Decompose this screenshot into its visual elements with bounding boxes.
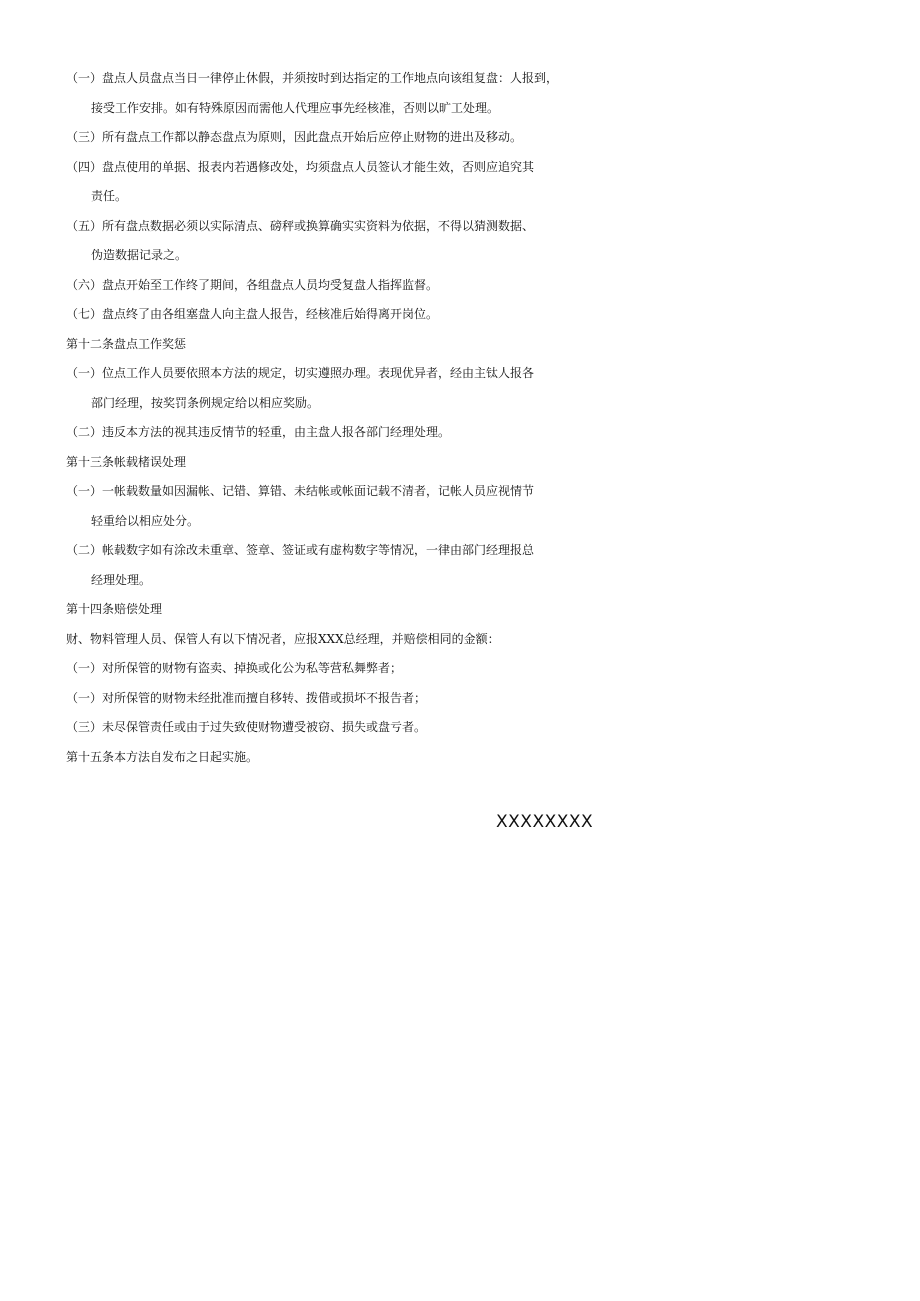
clause-continuation: 伪造数据记录之。 [91,248,188,262]
signature: XXXXXXXX [496,812,594,832]
clause-item: （四）盘点使用的单据、报表内若遇修改处，均须盘点人员签认才能生效，否则应追究其 [66,159,535,174]
clause-item: （三）所有盘点工作都以静态盘点为原则，因此盘点开始后应停止财物的进出及移动。 [66,130,523,144]
clause-item: （一）盘点人员盘点当日一律停止休假，并须按时到达指定的工作地点向该组复盘：人报到， [66,71,559,85]
paragraph-text: 财、物料管理人员、保管人有以下情况者，应报XXX总经理，并赔偿相同的金额： [66,631,500,646]
clause-item: （七）盘点终了由各组塞盘人向主盘人报告，经核准后始得离开岗位。 [66,307,439,321]
clause-continuation: 轻重给以相应处分。 [91,513,200,528]
article-heading: 第十三条帐载楮误处理 [66,454,187,469]
clause-item: （一）对所保管的财物未经批准而擅自移转、拨借或损坏不报告者； [66,690,427,705]
clause-item: （一）一帐载数量如因漏帐、记错、算错、未结帐或帐面记载不清者，记帐人员应视情节 [66,484,535,498]
clause-item: （六）盘点开始至工作终了期间，各组盘点人员均受复盘人指挥监督。 [66,277,439,292]
clause-item: （五）所有盘点数据必须以实际清点、磅秤或换算确实实资料为依据，不得以猜测数据、 [66,218,535,233]
clause-item: （一）对所保管的财物有盗卖、掉换或化公为私等营私舞弊者； [66,661,403,675]
clause-continuation: 经理处理。 [91,572,152,587]
clause-item: （一）位点工作人员要依照本方法的规定，切实遵照办理。表现优异者，经由主钛人报各 [66,366,535,380]
clause-item: （二）帐载数字如有涂改未重章、签章、签证或有虚构数字等情况，一律由部门经理报总 [66,543,535,557]
article-heading: 第十五条本方法自发布之日起实施。 [66,749,259,764]
clause-item: （二）违反本方法的视其违反情节的轻重，由主盘人报各部门经理处理。 [66,425,451,439]
clause-item: （三）未尽保管责任或由于过失致使财物遭受被窃、损失或盘亏者。 [66,720,427,734]
article-heading: 第十二条盘点工作奖惩 [66,336,187,351]
clause-continuation: 部门经理，按奖罚条例规定给以相应奖励。 [91,395,320,410]
clause-continuation: 责任。 [91,189,128,203]
article-heading: 第十四条赔偿处理 [66,602,163,616]
document-body [66,64,856,772]
clause-continuation: 接受工作安排。如有特殊原因而需他人代理应事先经核准，否则以旷工处理。 [91,100,500,115]
